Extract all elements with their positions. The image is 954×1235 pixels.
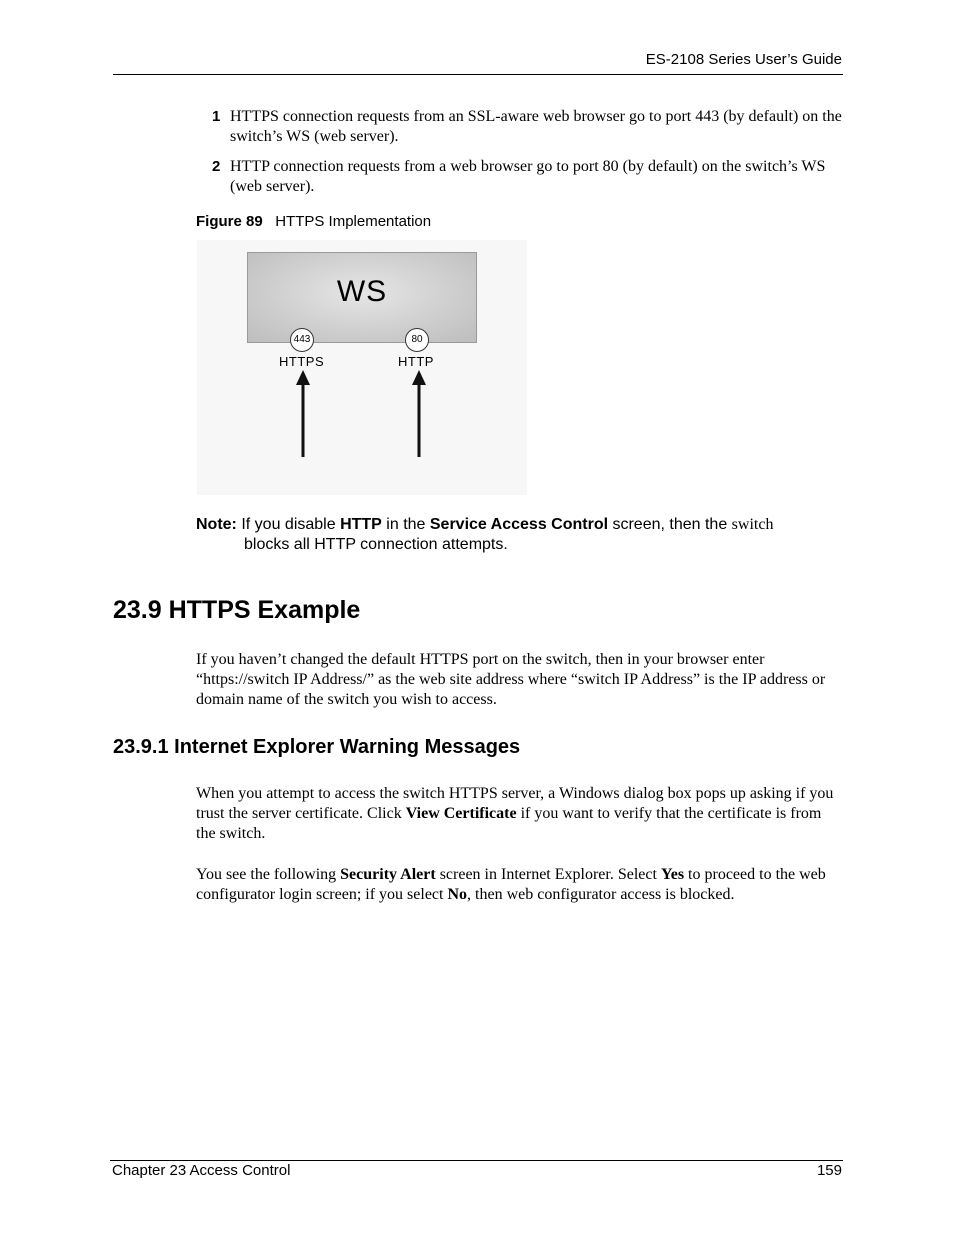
paragraph-text: if you want to verify that the certificate is from the switch. [196, 805, 822, 842]
http-arrow [412, 370, 426, 457]
https-implementation-figure [197, 240, 527, 495]
subsection-paragraph-2 [196, 865, 842, 905]
https-label: HTTPS [279, 354, 325, 369]
section-heading: 23.9 HTTPS Example [113, 596, 361, 624]
figure-title: HTTPS Implementation [275, 213, 432, 230]
note-text: in the [381, 516, 430, 533]
note [196, 515, 842, 555]
figure-number: Figure 89 [196, 213, 263, 230]
web-server-label: WS [336, 275, 388, 308]
note-text: screen, then the [608, 516, 732, 533]
step-item [196, 107, 842, 147]
note-text: If you disable [236, 516, 341, 533]
page-number: 159 [816, 1162, 842, 1179]
paragraph-text: , then web configurator access is blocked. [467, 886, 735, 903]
step-item [196, 157, 842, 197]
paragraph-text: to proceed to the web configurator login screen; if you select [196, 866, 826, 903]
step-text: HTTP connection requests from a web browser go to port 80 (by default) on the switch’s WS (web server). [230, 158, 826, 195]
http-label: HTTP [398, 354, 434, 369]
note-label: Note: [196, 516, 237, 533]
footer-chapter: Chapter 23 Access Control [112, 1162, 291, 1179]
subsection-heading: 23.9.1 Internet Explorer Warning Messages [113, 736, 521, 758]
header-rule [113, 74, 843, 75]
port-80-circle: 80 [405, 328, 429, 352]
note-text-line2: blocks all HTTP connection attempts. [244, 536, 508, 553]
note-switch: switch [731, 516, 774, 533]
port-443-circle: 443 [290, 328, 314, 352]
view-certificate-term: View Certificate [405, 805, 517, 822]
note-http: HTTP [340, 516, 382, 533]
footer-rule [110, 1160, 843, 1161]
https-arrow [296, 370, 310, 457]
yes-term: Yes [660, 866, 685, 883]
no-term: No [447, 886, 468, 903]
paragraph-text: You see the following [196, 866, 341, 883]
section-paragraph: If you haven’t changed the default HTTPS port on the switch, then in your browser enter “https://switch IP Address/” as the web site address where “switch IP Address” is the IP address or domain name of the switch you wish to access. [196, 651, 826, 708]
security-alert-term: Security Alert [340, 866, 436, 883]
paragraph-text: When you attempt to access the switch HTTPS server, a Windows dialog box pops up asking if you trust the server certificate. Click [196, 785, 834, 822]
paragraph-text: screen in Internet Explorer. Select [435, 866, 661, 883]
subsection-paragraph-1 [196, 784, 842, 844]
note-service-access-control: Service Access Control [429, 516, 609, 533]
figure-caption [196, 213, 431, 230]
step-number: 1 [212, 108, 221, 125]
step-text: HTTPS connection requests from an SSL-aware web browser go to port 443 (by default) on the switch’s WS (web server). [230, 108, 842, 145]
header-title: ES-2108 Series User’s Guide [645, 51, 842, 68]
step-number: 2 [212, 158, 221, 175]
request-arrows [197, 240, 527, 495]
